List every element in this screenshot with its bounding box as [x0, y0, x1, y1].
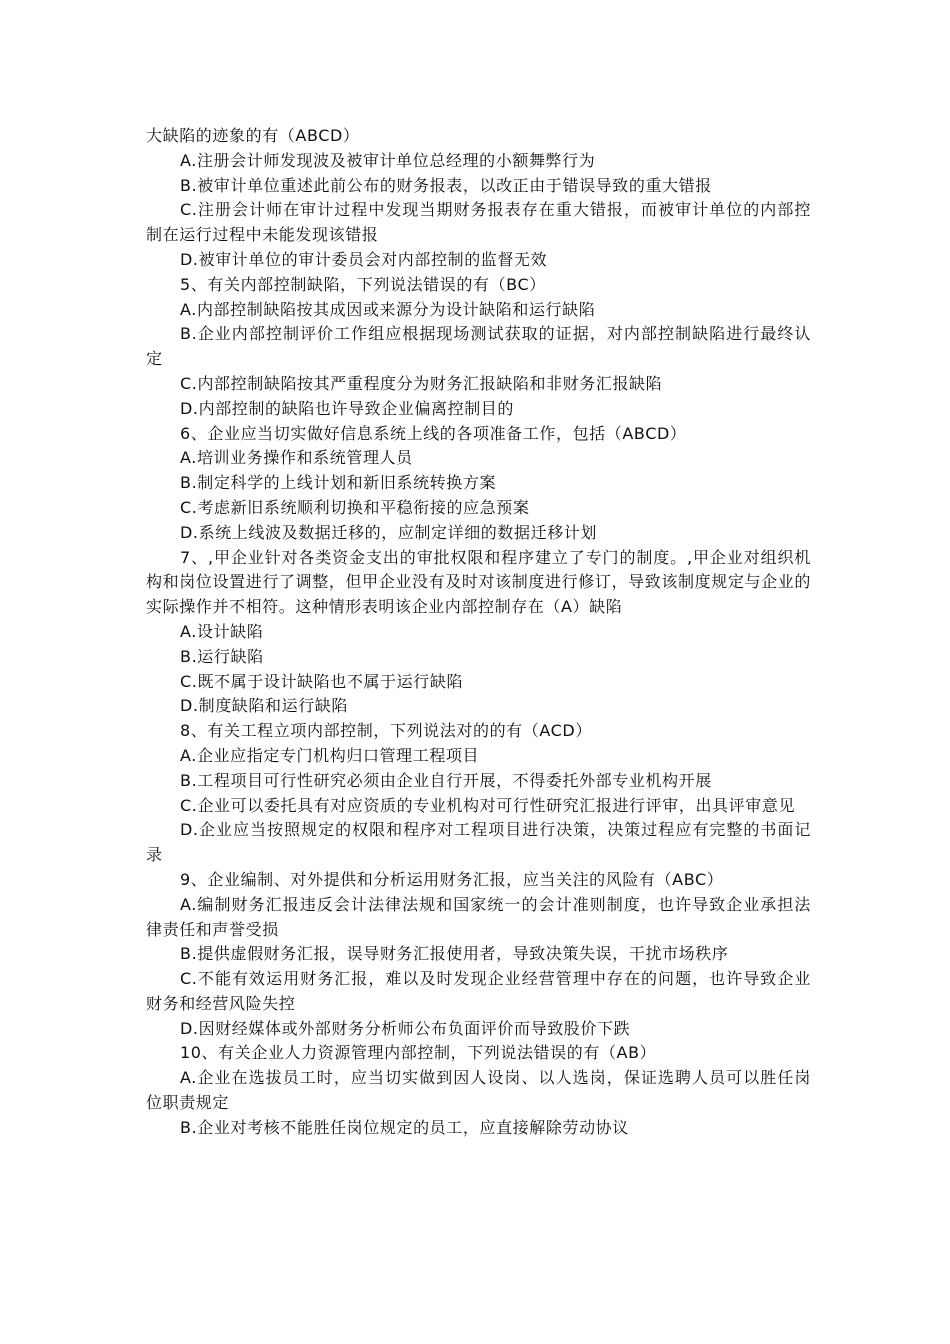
option-b: B.企业内部控制评价工作组应根据现场测试获取的证据，对内部控制缺陷进行最终认定: [146, 324, 811, 369]
option-a: A.企业应指定专门机构归口管理工程项目: [180, 745, 480, 765]
option-a: A.注册会计师发现波及被审计单位总经理的小额舞弊行为: [180, 150, 596, 170]
option-a: A.内部控制缺陷按其成因或来源分为设计缺陷和运行缺陷: [180, 299, 596, 319]
option-c: C.注册会计师在审计过程中发现当期财务报表存在重大错报，而被审计单位的内部控制在运行过程中未能发现该错报: [146, 200, 811, 245]
question-10: 10、有关企业人力资源管理内部控制，下列说法错误的有（AB）: [180, 1043, 657, 1063]
question-6: 6、企业应当切实做好信息系统上线的各项准备工作，包括（ABCD）: [180, 423, 687, 443]
option-c: C.既不属于设计缺陷也不属于运行缺陷: [180, 671, 464, 691]
option-c: C.企业可以委托具有对应资质的专业机构对可行性研究汇报进行评审，出具评审意见: [180, 795, 796, 815]
option-a: A.编制财务汇报违反会计法律法规和国家统一的会计准则制度，也许导致企业承担法律责任和声誉受损: [146, 894, 811, 939]
option-d: D.系统上线波及数据迁移的，应制定详细的数据迁移计划: [180, 522, 598, 542]
option-a: A.企业在选拔员工时，应当切实做到因人设岗、以人选岗，保证选聘人员可以胜任岗位职责规定: [146, 1068, 811, 1113]
option-c: C.内部控制缺陷按其严重程度分为财务汇报缺陷和非财务汇报缺陷: [180, 373, 663, 393]
option-d: D.内部控制的缺陷也许导致企业偏离控制目的: [180, 398, 515, 418]
option-c: C.不能有效运用财务汇报，难以及时发现企业经营管理中存在的问题，也许导致企业财务和经营风险失控: [146, 969, 811, 1013]
question-9: 9、企业编制、对外提供和分析运用财务汇报，应当关注的风险有（ABC）: [180, 869, 724, 889]
document-page: [146, 124, 811, 1141]
option-d: D.制度缺陷和运行缺陷: [180, 696, 349, 716]
question-5: 5、有关内部控制缺陷，下列说法错误的有（BC）: [180, 274, 546, 294]
option-b: B.运行缺陷: [180, 646, 264, 666]
option-d: D.企业应当按照规定的权限和程序对工程项目进行决策，决策过程应有完整的书面记录: [146, 820, 811, 865]
option-b: B.企业对考核不能胜任岗位规定的员工，应直接解除劳动协议: [180, 1117, 629, 1137]
question-8: 8、有关工程立项内部控制，下列说法对的的有（ACD）: [180, 721, 592, 741]
option-b: B.制定科学的上线计划和新旧系统转换方案: [180, 473, 497, 493]
text-line: 大缺陷的迹象的有（ABCD）: [146, 126, 360, 145]
option-d: D.因财经媒体或外部财务分析师公布负面评价而导致股价下跌: [180, 1018, 631, 1038]
option-a: A.培训业务操作和系统管理人员: [180, 448, 413, 468]
option-a: A.设计缺陷: [180, 621, 264, 641]
question-7: 7、,甲企业针对各类资金支出的审批权限和程序建立了专门的制度。,甲企业对组织机构和岗位设置进行了调整，但甲企业没有及时对该制度进行修订，导致该制度规定与企业的实际操作并不相符。这种情形表明该企业内部控制存在（A）缺陷: [146, 547, 811, 617]
option-c: C.考虑新旧系统顺利切换和平稳衔接的应急预案: [180, 497, 530, 517]
option-d: D.被审计单位的审计委员会对内部控制的监督无效: [180, 249, 548, 269]
option-b: B.提供虚假财务汇报，误导财务汇报使用者，导致决策失误，干扰市场秩序: [180, 944, 729, 964]
option-b: B.被审计单位重述此前公布的财务报表，以改正由于错误导致的重大错报: [180, 175, 712, 195]
option-b: B.工程项目可行性研究必须由企业自行开展，不得委托外部专业机构开展: [180, 770, 712, 790]
